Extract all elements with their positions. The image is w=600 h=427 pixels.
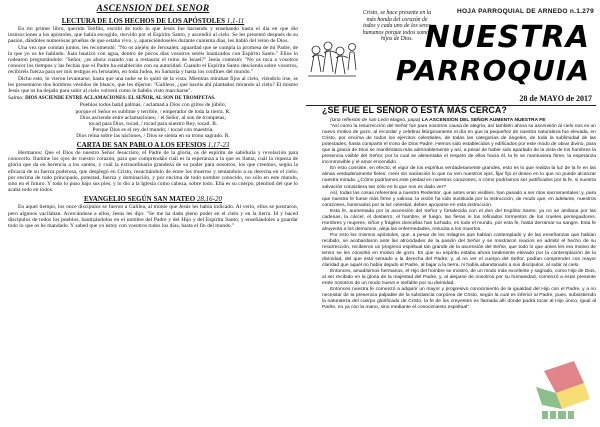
gospel-paragraph: En aquel tiempo, los once discípulos se fueron a Galilea, al monte que Jesús les había indicado. Al verlo, ellos se postraron, pero algunos vacilaban. Acercándose a ellos, Jesús les dijo: "Se me ha dado pleno poder en el cielo y en la tierra. Id y haced discípulos de todos los pueblos, bautizándolos en el nombre del Padre y del Hijo y del Espíritu Santo; y enseñándoles a guardar todo lo que os he mandado. Y sabed que yo estoy con vosotros todos los días, hasta el fin del mundo.": [8, 204, 298, 230]
psalm-verse: Porque Dios es el rey del mundo; / tocad con maestría.: [92, 126, 214, 133]
gospel-heading: [8, 195, 298, 203]
first-reading-heading: [8, 17, 298, 25]
article-paragraph: En esto consiste, en efecto, el vigor de los espíritus verdaderamente grandes, esto es lo que realiza la luz de la fe en las almas verdaderamente fieles: creer sin vacilación lo que no ven nuestros ojos, fijar fijo el deseo en lo que no puede alcanzar nuestra mirada. ¿Cómo podríamos este piedad en nuestros corazones, o cómo podríamos ser justificados por la fe, si nuestra salvación consistiera tan sólo en lo que nos es dado ver?: [322, 166, 596, 190]
first-reading-paragraph: En mi primer libro, querido Teófilo, escribí de todo lo que Jesús fue haciendo y enseñando hasta el día en que dio instrucciones a los apóstoles, que había escogido, movido por el Espíritu Santo, y ascendió al cielo. Se les presentó después de su pasión, dándoles numerosas pruebas de que estaba vivo, y, apareciéndoseles durante cuarenta días, les habló del reino de Dios.: [8, 26, 298, 45]
first-reading-title: LECTURA DE LOS HECHOS DE LOS APÓSTOLES: [61, 17, 225, 25]
second-reading-ref: 1,17-23: [207, 141, 230, 149]
second-reading-paragraph: Hermanos: Que el Dios de nuestro Señor Jesucristo, el Padre de la gloria, os dé espíritu de sabiduría y revelación para conocerlo. Ilumine los ojos de vuestro corazón, para que comprendáis cuál es la esperanza a la que os llama, cuál la riqueza de gloria que da en herencia a los santos, y cuál la extraordinaria grandeza de su poder para nosotros, los que creemos, según la eficacia de su fuerza poderosa, que desplegó en Cristo, resucitándolo de entre los muertos y sentándolo a su derecha en el cielo, por encima de todo principado, potestad, fuerza y dominación, y por encima de todo nombre conocido, no sólo en este mundo, sino en el futuro. Y todo lo puso bajo sus pies, y lo dio a la Iglesia como cabeza, sobre todo. Ella es su cuerpo, plenitud del que lo acaba todo en todos.: [8, 150, 298, 194]
article-paragraph: "Así como la resurrección del Señor fue para nosotros causa de alegría, así también ahora su ascensión al cielo nos es un nuevo motivo de gozo, al recordar y celebrar litúrgicamente el día en que la pequeñez de nuestra naturaleza fue elevada, en Cristo, por encima de todos los ejércitos celestiales, de todas las categorías de ángeles, de toda la sublimidad de las potestades, hasta compartir el trono de Dios Padre. Hemos sido establecidos y edificados por este modo de obrar divino, para que la gracia de Dios se manifestara más admirablemente y así, a pesar de haber sido apartado de la vista de los hombres la presencia visible del Señor, por la cual se alimentaba el respeto de ellos hacia él, la fe se mantuviera firme, la esperanza inconmovible y el amor encendido.: [322, 124, 596, 166]
article-intro-heading: LA ASCENSIÓN DEL SEÑOR AUMENTA NUESTRA FE: [421, 118, 546, 123]
psalm-verse: porque el Señor es sublime y terrible, / emperador de toda la tierra. R.: [75, 108, 231, 115]
article-paragraph: Esta fe, aumentada por la ascensión del Señor y fortalecida con el don del Espíritu Santo, ya no se amilana por las cadenas, la cárcel, el destierro, el hambre, el fuego, las fieras ni los refinados tormentos de los crueles perseguidores. Hombres y mujeres, niños y frágiles doncellas han luchado, en todo el mundo, por esta fe, hasta derramar su sangre. Esta fe ahuyenta a los demonios, aleja las enfermedades, resucita a los muertos.: [322, 208, 596, 232]
issue-number: HOJA PARROQUIAL DE ARNEDO n.1.279: [456, 8, 594, 15]
gospel-title: EVANGELIO SEGÚN SAN MATEO: [83, 195, 196, 204]
feast-title: ASCENSIÓN DEL SEÑOR: [96, 4, 210, 14]
psalm-verse: tocad para Dios, tocad, / tocad para nuestro Rey, tocad. R.: [88, 120, 218, 127]
article-paragraph: Así, todas las cosas referentes a nuestro Redentor, que antes eran visibles, han pasado a ser ritos sacramentales; y, para que nuestra fe fuese más firme y valiosa, la visión ha sido sustituida por la instrucción, de modo que, en adelante, nuestros corazones, iluminados por la luz celestial, deben apoyarse en esta instrucción.: [322, 190, 596, 208]
article-intro-ref: (Una reflexión de san León Magno, papa): [330, 118, 421, 123]
first-reading-paragraph: Dicho esto, lo vieron levantarse, hasta que una nube se lo quitó de la vista. Mientras miraban fijos al cielo, viéndolo irse, se les presentaron dos hombres vestidos de blanco, que les dijeron: "Galileos, ¿qué hacéis ahí plantados mirando al cielo? El mismo Jesús que os ha dejado para subir al cielo volverá como le habéis visto marcharse".: [8, 75, 298, 95]
psalm-verse: Dios reina sobre las naciones, / Dios se sienta en su trono sagrado. R.: [76, 132, 230, 139]
psalm-verse: Dios asciende entre aclamaciones; / el Señor, al son de trompetas;: [80, 114, 226, 121]
first-reading-ref: 1,1-11: [226, 17, 245, 25]
psalm-verse: Pueblos todos batid palmas, / aclamad a Dios con gritos de júbilo;: [79, 102, 227, 109]
article-body: [322, 118, 596, 312]
article-paragraph: Por esto los mismos apóstoles, que, a pesar de los milagros que habían contemplado y de las enseñanzas que habían recibido, se acobardaron ante las atrocidades de la pasión del Señor y se mostraron reacios en admitir el hecho de su resurrección, recibieron un progreso espiritual tan grande de la ascensión del Señor, que todo lo que antes les era motivo de temor se les convirtió en motivo de gozo. Es que su espíritu estaba ahora totalmente elevado por la contemplación de la divinidad, del que está sentado a la derecha del Padre; y, al no ver el cuerpo del Señor, podían comprender con mayor claridad que aquél no había dejado al Padre, al bajar a la tierra, ni había abandonado a sus discípulos, al subir al cielo.: [322, 232, 596, 269]
psalm-response-text: DIOS ASCIENDE ENTRE ACLAMACIONES; EL SEÑOR, AL SON DE TROMPETAS.: [25, 96, 216, 102]
article-paragraph: Entonces, amadísimos hermanos, el Hijo del hombre se mostró, de un modo más excelente y sagrado, como Hijo de Dios, al ser recibido en la gloria de la majestad del Padre, y, al alejarse de nosotros por su humanidad, comenzó a estar presente entre nosotros de un modo nuevo e inefable por su divinidad.: [322, 269, 596, 287]
bulletin-column: [306, 4, 596, 423]
la-rioja-logo-icon: [534, 353, 596, 423]
second-reading-heading: [8, 141, 298, 149]
article-paragraph: Entonces nuestra fe comenzó a adquirir un mayor y progresivo conocimiento de la igualdad del Hijo con el Padre, y a no necesitar de la presencia palpable de la substancia corpórea de Cristo, según la cual es inferior al Padre, pues, subsistiendo la naturaleza del cuerpo glorificado de Cristo, la fe de los creyentes es llamada allí donde podrá tocar al Hijo único, igual al Padre, no ya con la mano, sino mediante el conocimiento espiritual".: [322, 287, 596, 311]
masthead-quote: Cristo, se hace presente en la más honda del corazón de todos y cada uno de los seres humanos porque todos somos hijos de Dios.: [362, 10, 432, 43]
article-title: ¿SE FUE EL SEÑOR O ESTÁ MÁS CERCA?: [322, 105, 507, 115]
issue-date: 28 de MAYO de 2017: [519, 94, 592, 103]
gospel-ref: 28,16-20: [196, 195, 223, 204]
second-reading-title: CARTA DE SAN PABLO A LOS EFESIOS: [76, 141, 207, 149]
psalm-response: [8, 95, 298, 102]
masthead: [306, 4, 596, 119]
brand-parroquia: PARROQUIA: [395, 54, 590, 87]
psalm-label: Salmo:: [8, 95, 24, 102]
first-reading-paragraph: Una vez que comían juntos, les recomendó: "No os alejéis de Jerusalén; aguardad que se cumpla la promesa de mi Padre, de la que yo os he hablado. Juan bautizó con agua, dentro de pocos días vosotros seréis bautizados con Espíritu Santo." Ellos lo rodearon preguntándole: "Señor, ¿es ahora cuando vas a restaurar el reino de Israel?" Jesús contestó: "No os toca a vosotros conocer los tiempos y las fechas que el Padre ha establecido con su autoridad. Cuando el Espíritu Santo descienda sobre vosotros, recibiréis fuerza para ser mis testigos en Jerusalén, en toda Judea, en Samaría y hasta los confines del mundo.": [8, 44, 298, 76]
brand-nuestra: NUESTRA: [424, 20, 590, 55]
readings-column: [8, 4, 298, 423]
